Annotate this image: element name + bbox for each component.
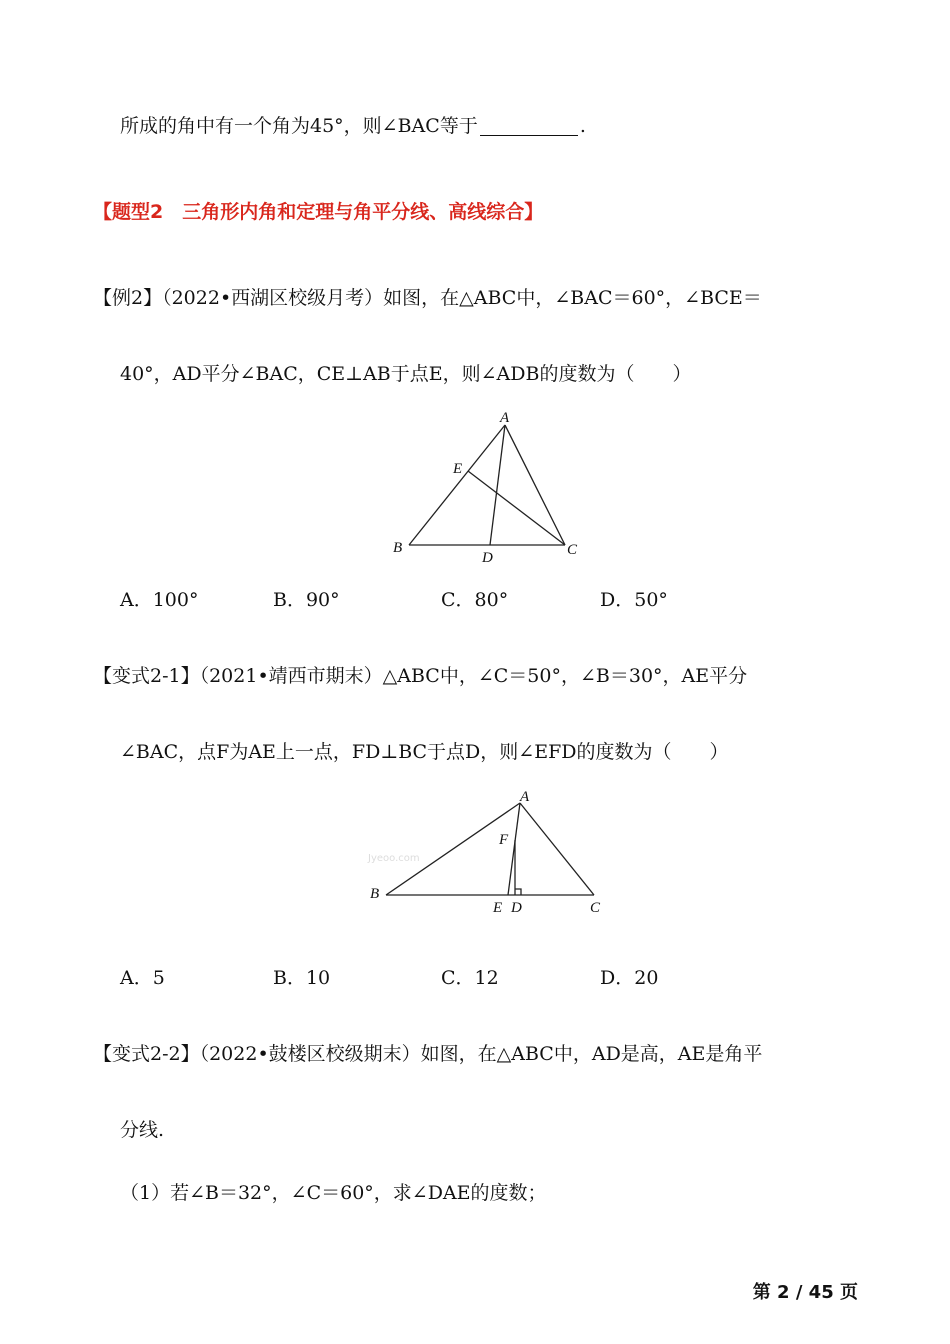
variant22-line2: 分线. [120,1119,165,1141]
option-d[interactable]: D．50° [600,589,668,611]
altitude-ce [468,471,565,545]
side-ab [386,803,520,895]
option-b[interactable]: B．10 [273,967,331,989]
option-d[interactable]: D．20 [600,967,659,989]
label-d: D [482,550,493,566]
example2-triangle-figure [385,405,595,570]
label-f: F [499,832,509,848]
label-e: E [453,461,463,477]
watermark: Jyeoo.com [368,853,420,864]
side-ac [505,425,565,545]
variant21-line2: ∠BAC，点F为AE上一点，FD⊥BC于点D，则∠EFD的度数为（ ） [120,741,729,763]
bisector-ae [508,803,520,895]
option-a[interactable]: A．100° [120,589,199,611]
section-heading: 【题型2 三角形内角和定理与角平分线、高线综合】 [93,201,544,223]
variant22-line1: 【变式2-2】（2022•鼓楼区校级期末）如图，在△ABC中，AD是高，AE是角平 [93,1043,763,1065]
example2-line1: 【例2】（2022•西湖区校级月考）如图，在△ABC中，∠BAC＝60°，∠BCE＝ [93,287,762,309]
right-angle-mark [515,889,521,895]
variant22-question1: （1）若∠B＝32°，∠C＝60°，求∠DAE的度数； [120,1182,547,1204]
previous-question-text: 所成的角中有一个角为45°，则∠BAC等于 [120,115,478,137]
variant21-line1: 【变式2-1】（2021•靖西市期末）△ABC中，∠C＝50°，∠B＝30°，AE平分 [93,665,748,687]
option-a[interactable]: A．5 [120,967,165,989]
side-ac [520,803,594,895]
label-b: B [370,886,380,902]
side-ab [409,425,505,545]
option-c[interactable]: C．80° [441,589,509,611]
label-e: E [493,900,503,916]
option-b[interactable]: B．90° [273,589,340,611]
label-d: D [511,900,522,916]
answer-blank[interactable] [480,117,578,136]
page-number: 第 2 / 45 页 [752,1282,858,1303]
label-a: A [500,410,510,426]
previous-question-tail [120,117,586,136]
label-b: B [393,540,403,556]
label-c: C [590,900,601,916]
previous-question-period: . [579,115,586,137]
label-c: C [567,542,578,558]
example2-line2: 40°，AD平分∠BAC，CE⊥AB于点E，则∠ADB的度数为（ ） [120,363,692,385]
label-a: A [520,789,530,805]
option-c[interactable]: C．12 [441,967,499,989]
variant21-triangle-figure [360,785,620,920]
bisector-ad [490,425,505,545]
